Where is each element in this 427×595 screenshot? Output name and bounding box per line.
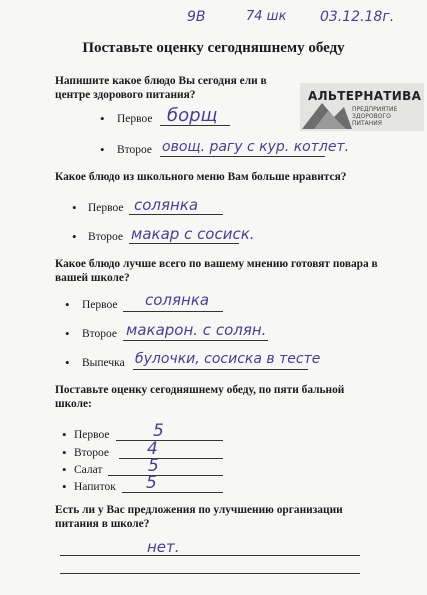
question-5: Есть ли у Вас предложения по улучшению организации питания в школе? <box>55 504 343 530</box>
date-handwritten: 03.12.18г. <box>320 9 395 25</box>
q1-answer-second: овощ. рагу с кур. котлет. <box>162 139 350 155</box>
q4-answer-first: 5 <box>153 421 164 441</box>
q1-label-first: Первое <box>117 113 153 125</box>
q2-label-second: Второе <box>88 231 124 243</box>
q2-answer-first: солянка <box>134 196 199 214</box>
question-1: Напишите какое блюдо Вы сегодня ели в центре здорового питания? <box>55 75 267 101</box>
bullet: • <box>62 462 67 477</box>
q3-label-second: Второе <box>82 328 118 340</box>
q3-answer-first: солянка <box>145 291 210 309</box>
bullet: • <box>100 142 105 157</box>
q3-label-first: Первое <box>82 299 118 311</box>
q1-answer-line-second <box>160 156 325 157</box>
q5-answer-line-1 <box>60 555 360 556</box>
q4-answer-salad: 5 <box>148 456 159 476</box>
logo-name: АЛЬТЕРНАТИВА <box>308 89 422 103</box>
q4-answer-line-first <box>116 440 223 441</box>
q2-label-first: Первое <box>88 202 124 214</box>
q5-answer-line-2 <box>60 573 360 574</box>
q4-answer-drink: 5 <box>146 473 157 493</box>
bullet: • <box>65 355 70 370</box>
question-3: Какое блюдо лучше всего по вашему мнению готовят повара в вашей школе? <box>55 258 378 284</box>
q1-answer-first: борщ <box>167 105 218 126</box>
q4-answer-line-second <box>119 458 223 459</box>
q4-answer-second: 4 <box>147 439 158 459</box>
bullet: • <box>62 427 67 442</box>
q3-label-pastry: Выпечка <box>82 357 125 369</box>
q3-answer-second: макарон. с солян. <box>126 321 267 339</box>
q4-label-salad: Салат <box>74 464 103 476</box>
q4-label-drink: Напиток <box>74 481 116 493</box>
bullet: • <box>72 229 77 244</box>
q2-answer-line-first <box>129 214 223 215</box>
count-handwritten: 74 шк <box>246 9 287 24</box>
bullet: • <box>65 297 70 312</box>
q4-label-second: Второе <box>74 447 110 459</box>
bullet: • <box>100 111 105 126</box>
bullet: • <box>62 445 67 460</box>
q5-answer: нет. <box>147 538 180 556</box>
q3-answer-line-first <box>123 311 223 312</box>
bullet: • <box>72 200 77 215</box>
page-title: Поставьте оценку сегодняшнему обеду <box>82 40 345 56</box>
q4-label-first: Первое <box>74 429 110 441</box>
bullet: • <box>62 479 67 494</box>
q2-answer-second: макар с сосиск. <box>131 225 255 243</box>
alternativa-logo <box>300 83 424 131</box>
q3-answer-pastry: булочки, сосиска в тесте <box>135 351 321 367</box>
q1-label-second: Второе <box>117 144 153 156</box>
q4-answer-line-drink <box>122 492 223 493</box>
question-4: Поставьте оценку сегодняшнему обеду, по пяти бальной школе: <box>55 384 345 410</box>
q4-answer-line-salad <box>108 475 223 476</box>
question-2: Какое блюдо из школьного меню Вам больше нравится? <box>55 171 347 183</box>
q3-answer-line-pastry <box>133 369 308 370</box>
bullet: • <box>65 326 70 341</box>
q3-answer-line-second <box>123 340 268 341</box>
class-handwritten: 9В <box>187 9 206 25</box>
logo-tagline: ПРЕДПРИЯТИЕ ЗДОРОВОГО ПИТАНИЯ <box>352 106 398 127</box>
q2-answer-line-second <box>129 243 239 244</box>
